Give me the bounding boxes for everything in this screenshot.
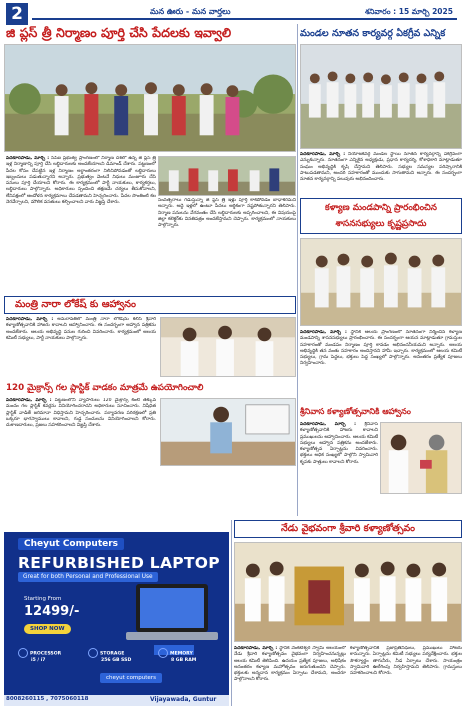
kalyanam-text: స్థానిక ఆలయ ప్రాంగణంలో నూతనంగా నిర్మించిన కళ్యాణ మండపాన్ని శాసనసభ్యులు ప్రారంభించారు. ఈ సందర్భంగా ఆయన మాట్లాడుతూ గ్రామస్తుల సహకారంతో మండపం నిర్మాణం పూర్తి కావడం అభినందనీయమని అన్నారు. ఆలయ అభివృద్ధికి తన వంతు సహకారం అందిస్తానని హామీ ఇచ్చారు. కార్యక్రమంలో ఆలయ కమిటీ సభ్యులు, గ్రామ పెద్దలు, భక్తులు పెద్ద సంఖ్యలో పాల్గొన్నారు. అనంతరం ప్రత్యేక పూజలు నిర్వహించారు. <box>300 330 462 367</box>
vaibhavam-dateline: పెదకూరపాడు, మార్చి : <box>234 646 278 651</box>
mandal-body <box>300 152 462 196</box>
vaibhavam-text: స్థానిక వేంకటేశ్వర స్వామి ఆలయంలో నేడు శ్రీవారి కళ్యాణోత్సవం వైభవంగా నిర్వహించనున్నట్లు ఆలయ కమిటీ తెలిపింది. ఉదయం ప్రత్యేక పూజలు, అభిషేకం అనంతరం కళ్యాణ మహోత్సవం జరుగుతుందని చెప్పారు. భక్తులకు అన్నదాన కార్యక్రమం ఏర్పాటు చేశామని, అందరూ పాల్గొనాలని కోరారు. <box>234 646 346 683</box>
ad-website-badge[interactable]: cheyut computers <box>100 673 162 683</box>
main-body <box>6 156 156 290</box>
header-rule <box>32 18 457 20</box>
shop-now-button[interactable]: SHOP NOW <box>24 624 71 634</box>
ad-feature-memory: MEMORY 8 GB RAM <box>158 648 196 664</box>
kalyanam-photo <box>300 238 462 326</box>
mandal-dateline: పెదకూరపాడు, మార్చి : <box>300 152 346 157</box>
ad-phone-numbers: 8008260115 , 7075060118 <box>6 696 89 702</box>
kalyanam-body <box>300 330 462 400</box>
ad-brand: Cheyut Computers <box>18 538 124 550</box>
main-photo-2 <box>158 156 296 196</box>
srinivasa-text: శ్రీనివాస కళ్యాణోత్సవానికి హాజరు కావాలని ప్రముఖులను ఆహ్వానించారు. ఆలయ కమిటీ సభ్యులు ఆహ్వాన పత్రికను అందజేశారు. కళ్యాణోత్సవ ఏర్పాట్లను వివరించారు. భక్తులు అధిక సంఖ్యలో పాల్గొని స్వామివారి కృపకు పాత్రులు కావాలని కోరారు. <box>300 422 378 465</box>
plastic-headline: 120 మైక్రాన్స్ గల ప్లాస్టిక్ వాడకం మాత్రమే ఉపయోగించాలి <box>6 383 204 393</box>
vaibhavam-body-col2: కళ్యాణోత్సవానికి ప్రజాప్రతినిధులు, ప్రముఖులు హాజరు కానున్నారు. ఏర్పాట్లను కమిటీ సభ్యులు పర్యవేక్షించారు. భక్తుల సౌకర్యార్థం తాగునీరు, నీడ ఏర్పాటు చేశారు. సాయంత్రం స్వామివారి ఊరేగింపు నిర్వహిస్తామని తెలిపారు. గ్రామస్తులు సహకరించాలని కోరారు. <box>350 646 462 677</box>
mandal-photo <box>300 44 462 149</box>
laptop-advertisement[interactable] <box>4 532 229 695</box>
srinivasa-body <box>300 422 378 518</box>
main-dateline: పెదకూరపాడు, మార్చి : <box>6 156 50 161</box>
ad-feature-storage: STORAGE 256 GB SSD <box>88 648 131 664</box>
memory-icon <box>158 648 168 658</box>
ad-starting-from: Starting From <box>24 596 62 602</box>
kalyanam-headline: కళ్యాణ మండపాన్ని ప్రారంభించిన <box>325 203 437 213</box>
srinivasa-headline: శ్రీనివాస కళ్యాణోత్సవానికి ఆహ్వానం <box>300 406 411 416</box>
page-number: 2 <box>6 3 28 25</box>
ad-price: 12499/- <box>24 604 80 619</box>
main-photo <box>4 44 296 152</box>
vaibhavam-headline-box <box>234 520 462 538</box>
mandal-headline: మండల నూతన కార్యవర్గ ఏకగ్రీవ ఎన్నిక <box>300 28 446 39</box>
lokesh-dateline: పెదకూరపాడు, మార్చి : <box>6 317 54 322</box>
main-body-col2: సంవత్సరాలు గడుస్తున్నా జి ప్లస్ త్రీ ఇళ్లు పూర్తి కాకపోవడం బాధాకరమని అన్నారు. అద్దె ఇళ్లలో ఉంటూ పేదలు ఆర్థికంగా నష్టపోతున్నారని తెలిపారు. నిర్మాణ పనులను వేగవంతం చేసి లబ్ధిదారులకు అప్పగించాలని, ఈ విషయంపై జిల్లా కలెక్టర్‌కు వినతిపత్రం అందజేస్తామని చెప్పారు. కార్యక్రమంలో నాయకులు పాల్గొన్నారు. <box>158 198 296 229</box>
plastic-text: పట్టణంలోని వ్యాపారులు 120 మైక్రాన్స్ కంటే తక్కువ మందం గల ప్లాస్టిక్ కవర్లను వినియోగించరాదని అధికారులు సూచించారు. నిషేధిత ప్లాస్టిక్ వాడితే జరిమానా విధిస్తామని హెచ్చరించారు. పర్యావరణ పరిరక్షణలో ప్రతి ఒక్కరూ భాగస్వాములు కావాలని, గుడ్డ సంచులను వినియోగించాలని కోరారు. దుకాణదారులు, ప్రజలు సహకరించాలని విజ్ఞప్తి చేశారు. <box>6 398 156 429</box>
header-title: మన ఊరు - మన వార్తలు <box>150 7 231 16</box>
ad-feature-processor: PROCESSOR i5 / i7 <box>18 648 61 664</box>
srinivasa-photo <box>380 422 462 494</box>
ad-subtitle: Great for both Personal and Professional Use <box>18 572 158 582</box>
main-text: సీపీఐ ప్రభుత్వ ప్రాంగణంలో నిర్మాణ దశలో ఉన్న జి ప్లస్ త్రీ ఇళ్ల నిర్మాణాన్ని పూర్తి చేసి లబ్ధిదారులకు అందజేయాలని డిమాండ్ చేశారు. పట్టణంలో పేదల కోసం చేపట్టిన ఇళ్ల నిర్మాణం అర్ధాంతరంగా నిలిచిపోవడంతో లబ్ధిదారులు ఇబ్బందులు పడుతున్నారని అన్నారు. ప్రభుత్వం వెంటనే నిధులు మంజూరు చేసి పనులు పూర్తి చేయాలని కోరారు. ఈ కార్యక్రమంలో పార్టీ నాయకులు, కార్యకర్తలు, లబ్ధిదారులు పాల్గొన్నారు. అధికారులు స్పందించి తక్షణమే చర్యలు తీసుకోవాలని, లేనిపక్షంలో ఆందోళన కార్యక్రమాలు చేపడతామని హెచ్చరించారు. పేదల సొంతింటి కల నెరవేర్చాలని, మౌలిక వసతులు కల్పించాలని వారు విజ్ఞప్తి చేశారు. <box>6 156 156 206</box>
lokesh-text: అమరావతిలో మంత్రి నారా లోకేష్‌ను కలిసి శ్రీవారి కళ్యాణోత్సవానికి హాజరు కావాలని ఆహ్వానించారు. ఈ సందర్భంగా ఆహ్వాన పత్రికను అందజేశారు. ఆలయ అభివృద్ధి పనుల గురించి వివరించారు. కార్యక్రమంలో ఆలయ కమిటీ సభ్యులు, పార్టీ నాయకులు పాల్గొన్నారు. <box>6 317 156 341</box>
column-divider <box>297 24 298 516</box>
kalyanam-headline-2: శాసనసభ్యులు కృష్ణప్రసాదు <box>335 219 427 229</box>
header-date: శనివారం : 15 మార్చి 2025 <box>365 7 453 16</box>
plastic-dateline: పెదకూరపాడు, మార్చి : <box>6 398 52 403</box>
lokesh-photo <box>160 317 296 377</box>
storage-icon <box>88 648 98 658</box>
plastic-photo <box>160 398 296 466</box>
vaibhavam-photo <box>234 542 462 642</box>
ad-title: REFURBISHED LAPTOP <box>18 554 220 572</box>
mandal-text: నియోజకవర్గ మండల స్థాయి నూతన కార్యవర్గాన్ని ఏకగ్రీవంగా ఎన్నుకున్నారు. నూతనంగా ఎన్నికైన అధ్యక్షుడు, ప్రధాన కార్యదర్శి, కోశాధికారి మాట్లాడుతూ సంఘం అభివృద్ధికి కృషి చేస్తామని తెలిపారు. సభ్యుల సమస్యల పరిష్కారానికి పాటుపడతామని, అందరి సహకారంతో ముందుకు సాగుతామని అన్నారు. ఈ సందర్భంగా నూతన కార్యవర్గాన్ని పలువురు అభినందించారు. <box>300 152 462 183</box>
vaibhavam-headline: నేడు వైభవంగా శ్రీవారి కళ్యాణోత్సవం <box>280 523 416 534</box>
lokesh-headline-box <box>4 296 296 314</box>
kalyanam-dateline: పెదకూరపాడు, మార్చి : <box>300 330 347 335</box>
lokesh-headline: మంత్రి నారా లోకేష్ కు ఆహ్వానం <box>15 299 136 310</box>
vaibhavam-body <box>234 646 346 706</box>
ad-location: Vijayawada, Guntur <box>150 696 217 703</box>
footer-color-strip <box>0 710 465 720</box>
processor-icon <box>18 648 28 658</box>
column-divider-bottom <box>231 520 232 706</box>
kalyanam-headline-box <box>300 198 462 234</box>
lokesh-body <box>6 317 156 377</box>
main-headline: జి ప్లస్ త్రీ నిర్మాణం పూర్తి చేసి పేదలకు ఇవ్వాలి <box>6 25 232 40</box>
plastic-body <box>6 398 156 466</box>
srinivasa-dateline: పెదకూరపాడు, మార్చి : <box>300 422 356 427</box>
